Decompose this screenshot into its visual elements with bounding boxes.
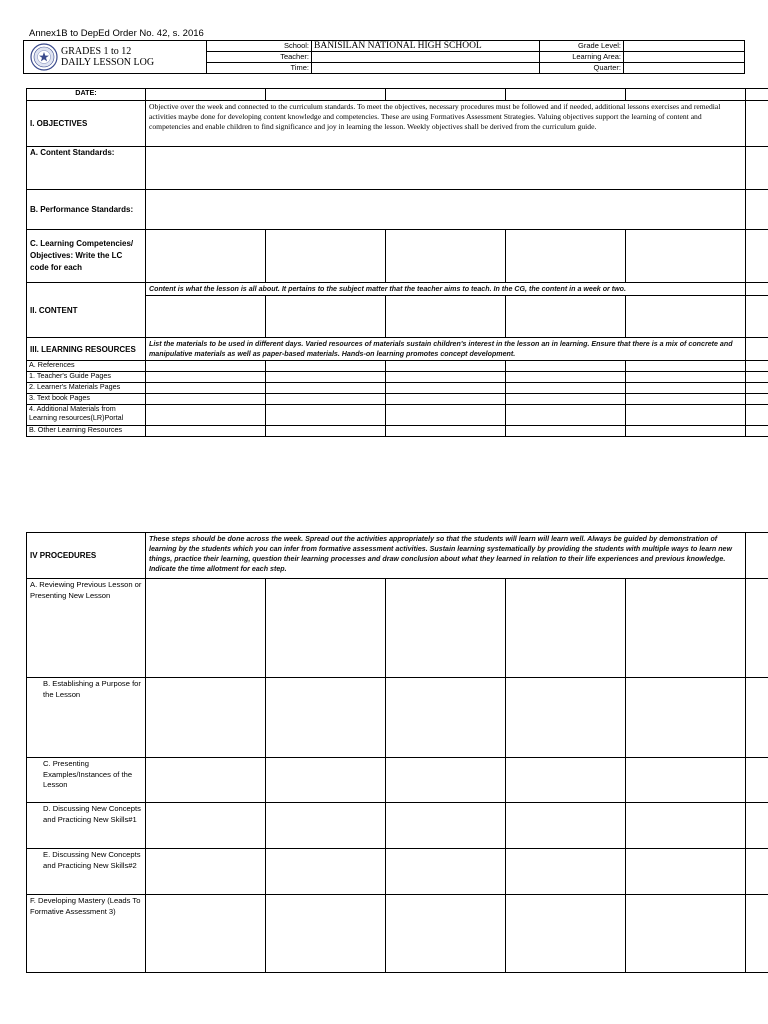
form-title-line2: DAILY LESSON LOG	[61, 57, 155, 68]
lesson-log-table-2	[26, 532, 768, 973]
extra-cell[interactable]	[746, 101, 768, 147]
content-cell[interactable]	[386, 296, 506, 338]
step-f-label: F. Developing Mastery (Leads To Formative Assessment 3)	[27, 895, 146, 973]
grade-level-label: Grade Level:	[540, 41, 624, 52]
title-cell	[24, 41, 207, 74]
objectives-label: I. OBJECTIVES	[27, 101, 146, 147]
procedures-note: These steps should be done across the week. Spread out the activities appropriately so that the students will learn will learn well. Always be guided by demonstration of learning by the students which you can infer from formative assessment activities. Sustain learning systematically by providing the students with multiple ways to learn new things, practice their learning, question their learning processes and draw conclusion about what they learned in relation to their life experiences and previous knowledge. Indicate the time allotment for each step.	[146, 533, 746, 579]
school-label: School:	[207, 41, 312, 52]
school-value[interactable]: BANISILAN NATIONAL HIGH SCHOOL	[312, 41, 540, 52]
learning-area-value[interactable]	[624, 52, 745, 63]
step-e-label: E. Discussing New Concepts and Practicing New Skills#2	[27, 849, 146, 895]
step-a-label: A. Reviewing Previous Lesson or Presenting New Lesson	[27, 579, 146, 678]
content-standards-cell[interactable]	[146, 147, 746, 190]
quarter-label: Quarter:	[540, 63, 624, 74]
performance-standards-label: B. Performance Standards:	[27, 190, 146, 230]
textbook-label: 3. Text book Pages	[27, 394, 146, 405]
competency-cell[interactable]	[626, 230, 746, 283]
additional-materials-label: 4. Additional Materials from Learning resources(LR)Portal	[27, 405, 146, 426]
content-cell[interactable]	[506, 296, 626, 338]
date-cell[interactable]	[266, 89, 386, 101]
other-resources-label: B. Other Learning Resources	[27, 426, 146, 437]
date-cell[interactable]	[146, 89, 266, 101]
content-note: Content is what the lesson is all about. It pertains to the subject matter that the teacher aims to teach. In the CG, the content in a week or two.	[146, 283, 746, 296]
learning-resources-note: List the materials to be used in different days. Varied resources of materials sustain children's interest in the lesson an in learning. Ensure that there is a mix of concrete and manipulative materials as well as paper-based materials. Hands-on learning promotes concept development.	[146, 338, 746, 361]
date-cell[interactable]	[626, 89, 746, 101]
learners-materials-label: 2. Learner's Materials Pages	[27, 383, 146, 394]
procedures-label: IV PROCEDURES	[27, 533, 146, 579]
annex-reference: Annex1B to DepEd Order No. 42, s. 2016	[29, 28, 204, 39]
header-table	[23, 40, 745, 74]
step-b-label: B. Establishing a Purpose for the Lesson	[27, 678, 146, 758]
content-cell[interactable]	[146, 296, 266, 338]
learning-competencies-label: C. Learning Competencies/ Objectives: Write the LC code for each	[27, 230, 146, 283]
grade-level-value[interactable]	[624, 41, 745, 52]
objectives-note: Objective over the week and connected to the curriculum standards. To meet the objectives, necessary procedures must be followed and if needed, additional lessons exercises and remedial activities maybe done for developing content knowledge and competencies. These are using Formatives Assessment Strategies. Valuing objectives support the learning of content and competencies and enable children to find significance and joy in learning the lesson. Weekly objectives shall be derived from the curriculum guide.	[146, 101, 746, 147]
competency-cell[interactable]	[146, 230, 266, 283]
date-label: DATE:	[27, 89, 146, 101]
extra-cell[interactable]	[746, 283, 768, 296]
learning-resources-label: III. LEARNING RESOURCES	[27, 338, 146, 361]
competency-cell[interactable]	[266, 230, 386, 283]
teachers-guide-label: 1. Teacher's Guide Pages	[27, 372, 146, 383]
extra-cell[interactable]	[746, 338, 768, 361]
extra-cell[interactable]	[746, 533, 768, 579]
step-d-label: D. Discussing New Concepts and Practicing New Skills#1	[27, 803, 146, 849]
date-cell[interactable]	[506, 89, 626, 101]
teacher-value[interactable]	[312, 52, 540, 63]
form-title-line1: GRADES 1 to 12	[61, 46, 132, 57]
extra-cell[interactable]	[746, 190, 768, 230]
date-cell[interactable]	[386, 89, 506, 101]
content-cell[interactable]	[746, 296, 768, 338]
competency-cell[interactable]	[386, 230, 506, 283]
competency-cell[interactable]	[746, 230, 768, 283]
deped-seal-icon	[30, 43, 58, 71]
content-cell[interactable]	[626, 296, 746, 338]
content-standards-label: A. Content Standards:	[27, 147, 146, 190]
performance-standards-cell[interactable]	[146, 190, 746, 230]
step-c-label: C. Presenting Examples/Instances of the Lesson	[27, 758, 146, 803]
content-cell[interactable]	[266, 296, 386, 338]
time-value[interactable]	[312, 63, 540, 74]
competency-cell[interactable]	[506, 230, 626, 283]
quarter-value[interactable]	[624, 63, 745, 74]
learning-area-label: Learning Area:	[540, 52, 624, 63]
date-cell[interactable]	[746, 89, 768, 101]
lesson-log-table-1	[26, 88, 768, 437]
extra-cell[interactable]	[746, 147, 768, 190]
content-label: II. CONTENT	[27, 283, 146, 338]
time-label: Time:	[207, 63, 312, 74]
references-label: A. References	[27, 361, 146, 372]
teacher-label: Teacher:	[207, 52, 312, 63]
